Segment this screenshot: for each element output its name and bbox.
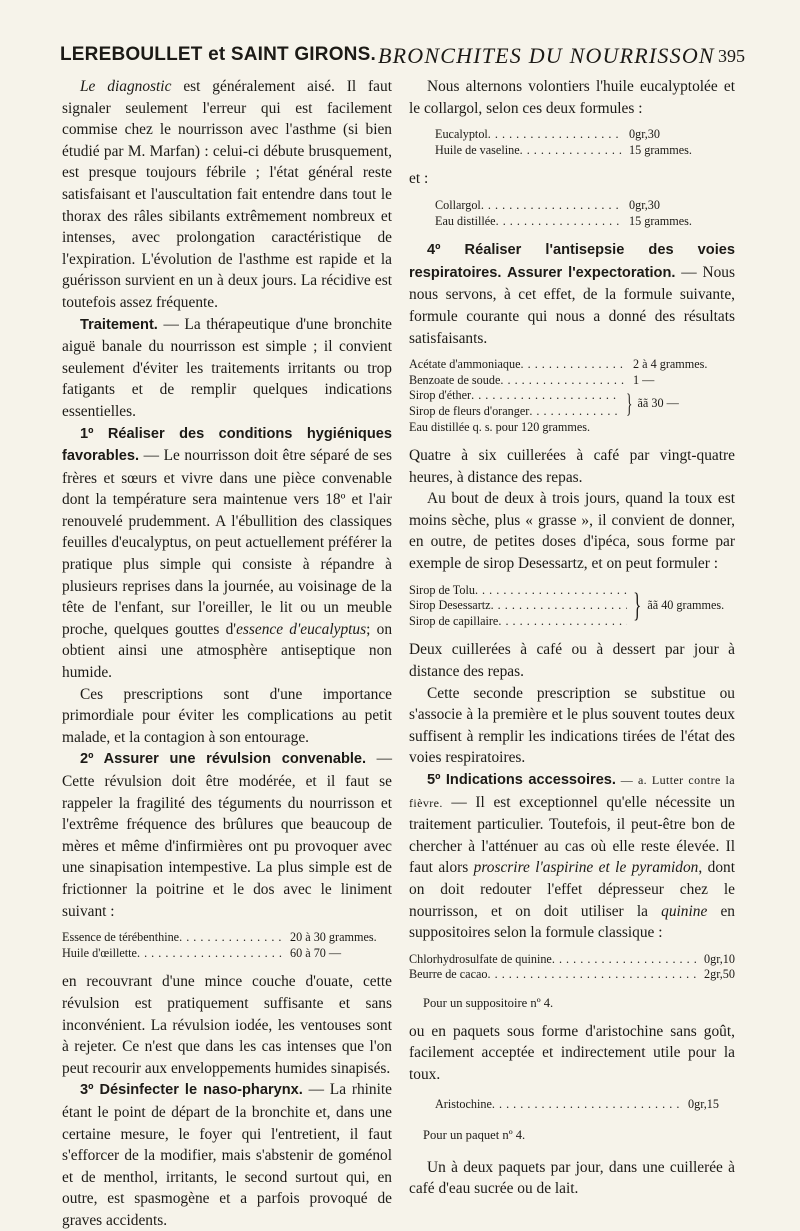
section-3-text: — La rhinite étant le point de départ de la bronchite et, dans une certaine mesure, le foyer qui l'entretient, il faut s'efforcer de la modifier, mais s'abstenir de goménol et de menthol, irritants, le second surtout qui, en outre, est spasmogène et a parfois provoqué de graves accidents. <box>62 1081 392 1229</box>
right-column <box>409 76 735 1200</box>
section-5-italic-2: quinine <box>661 902 708 920</box>
diagnostic-paragraph <box>62 76 392 314</box>
recipe-ingredient: Sirop de fleurs d'oranger <box>409 403 530 418</box>
recipe-ingredient: Essence de térébenthine <box>62 930 180 945</box>
aristochine-paragraph: ou en paquets sous forme d'aristochine sans goût, facilement acceptée et indirectement utile pour la toux. <box>409 1022 735 1083</box>
dot-leader <box>500 373 627 389</box>
recipe-line <box>435 143 711 159</box>
section-1-text-a: — Le nourrisson doit être séparé de ses frères et sœurs et vivre dans une pièce convenable dont la température sera maintenue vers 18º et l'air renouvelé prudemment. A l'ébullition des classiques feuilles d'eucalyptus, on peut actuellement préférer la pratique plus simple qui consiste à répandre à plusieurs reprises dans la journée, au voisinage de la tête de l'enfant, sur l'oreiller, le lit ou un meuble proche, quelques gouttes d' <box>62 447 392 638</box>
recipe-ingredient: Aristochine <box>435 1097 492 1112</box>
recipe-ammoniaque <box>409 357 735 435</box>
recipe-quantity: 20 à 30 grammes. <box>290 930 377 945</box>
section-5-text-a: — Il est exceptionnel qu'elle nécessite un traitement particulier. Toutefois, il peut-être bon de chercher à l'atténuer au cas où elle reste élevée. Il faut alors <box>409 793 735 877</box>
dot-leader <box>179 930 284 946</box>
recipe-quantity: 2gr,50 <box>704 967 735 982</box>
dot-leader <box>491 598 627 614</box>
dot-leader <box>488 127 623 143</box>
dot-leader <box>496 214 623 230</box>
recipe-quantity: ãã 30 — <box>637 396 679 411</box>
recipe-brace-group <box>409 388 735 419</box>
dot-leader <box>488 967 701 983</box>
recipe-quantity: ãã 40 grammes. <box>647 598 725 613</box>
recipe-line <box>409 952 735 968</box>
recipe-ingredient: Sirop Desessartz <box>409 598 491 613</box>
recipe-line <box>435 214 711 230</box>
left-column <box>62 76 392 1231</box>
header-title: BRONCHITES DU NOURRISSON <box>378 43 715 68</box>
dot-leader <box>552 952 700 968</box>
traitement-text: — La thérapeutique d'une bronchite aiguë banale du nourrisson est simple ; il convient seulement d'éviter les traitements irritants ou trop fatigants et de remplir quelques indications essentielles. <box>62 315 392 420</box>
recipe-ingredient: Sirop de capillaire <box>409 613 499 628</box>
section-4-paragraph <box>409 239 735 349</box>
recipe-quantity: 0gr,30 <box>629 127 660 142</box>
recipe-ingredient: Beurre de cacao <box>409 967 488 982</box>
recipe-collargol <box>435 198 711 229</box>
recipe-line <box>62 930 392 946</box>
intro-paragraph: Nous alternons volontiers l'huile eucalyptolée et le collargol, selon ces deux formules : <box>409 78 735 117</box>
section-2-text: — Cette révulsion doit être modérée, et il faut se rappeler la fragilité des téguments du nourrisson et l'extrême fréquence des brûlures que beaucoup de mères et même d'infirmières ont pu provoquer avec une sinapisation intempestive. La plus simple est de frictionner la poitrine et le dos avec le liniment suivant : <box>62 750 392 920</box>
section-5-italic-1: proscrire l'aspirine et le pyramidon <box>473 859 699 877</box>
section-5-heading: 5º Indications accessoires. <box>427 772 616 788</box>
recipe-line <box>409 373 735 389</box>
section-1-paragraph <box>62 423 392 684</box>
recipe-ingredient: Chlorhydrosulfate de quinine <box>409 951 552 966</box>
diagnostic-text: est généralement aisé. Il faut signaler seulement l'erreur qui est facilement commise chez le nourrisson avec l'asthme (si bien étudié par M. Marfan) : celui-ci débute brusquement, est presque toujours fébrile ; l'état général reste satisfaisant et l'auscultation fait entendre dans tout le thorax des râles sibilants extrêmement nombreux et intenses, avec prolongation caractéristique de l'expiration. L'évolution de l'asthme est rapide et la guérisson survient en un à deux jours. La récidive est toutefois assez fréquente. <box>62 78 392 311</box>
section-3-paragraph <box>62 1079 392 1231</box>
recipe-line <box>435 1097 719 1113</box>
recipe-line <box>409 357 735 373</box>
dot-leader <box>529 404 621 420</box>
recipe-ingredient: Sirop d'éther <box>409 388 472 403</box>
header-authors: LEREBOULLET et SAINT GIRONS. <box>60 44 376 65</box>
recipe-line <box>409 614 627 630</box>
recipe-ingredient: Benzoate de soude <box>409 372 501 387</box>
brace-glyph: } <box>633 587 642 625</box>
recipe-ingredient: Collargol <box>435 197 481 212</box>
recipe-ingredient: Huile d'œillette <box>62 945 137 960</box>
dot-leader <box>475 583 627 599</box>
recipe-ingredient: Sirop de Tolu <box>409 582 475 597</box>
substitution-paragraph: Cette seconde prescription se substitue ou s'associe à la première et le plus souvent toutes deux suffisent à remplir les indications tirées de l'état des voies respiratoires. <box>409 684 735 767</box>
dot-leader <box>521 357 628 373</box>
recipe-ingredient: Eau distillée q. s. pour 120 grammes. <box>409 419 591 434</box>
recipe-ingredient: Acétate d'ammoniaque <box>409 357 521 372</box>
recipe-line <box>409 420 735 436</box>
paquet-note: Pour un paquet nº 4. <box>423 1127 526 1142</box>
section-1-italic: essence d'eucalyptus <box>236 620 367 638</box>
ipeca-paragraph: Au bout de deux à trois jours, quand la toux est moins sèche, plus « grasse », il convient de donner, en outre, de petites doses d'ipéca, sous forme par exemple de sirop Desessartz, et on peut formuler : <box>409 490 735 573</box>
recipe-sirops <box>409 583 735 630</box>
recipe-brace-group <box>409 583 735 630</box>
recipe-quantity: 0gr,30 <box>629 197 660 212</box>
section-2-paragraph <box>62 748 392 922</box>
diagnostic-label: Le diagnostic <box>80 78 172 95</box>
recipe-aristochine <box>435 1097 719 1113</box>
section-5-paragraph <box>409 769 735 944</box>
section-5-subheading: — a. Lutter contre la fièvre. <box>409 773 735 810</box>
section-1-heading: 1º Réaliser des conditions hygiéniques favorables. <box>62 425 392 465</box>
recipe-liniment <box>62 930 392 961</box>
recipe-ingredient: Eau distillée <box>435 213 496 228</box>
section-2-heading: 2º Assurer une révulsion convenable. <box>80 751 367 768</box>
dot-leader <box>520 143 623 159</box>
dot-leader <box>481 198 623 214</box>
recipe-quantity: 0gr,10 <box>704 951 735 966</box>
dot-leader <box>471 388 621 404</box>
section-5-text-b: , dont on doit redouter l'effet dépresseur chez le nourrisson, et on doit utiliser la <box>409 859 735 920</box>
section-1-paragraph-2: Ces prescriptions sont d'une importance primordiale pour éviter les complications au petit malade, et la contagion à son entourage. <box>62 685 392 746</box>
et-connector: et : <box>409 170 429 188</box>
section-4-text: — Nous nous servons, à cet effet, de la formule suivante, formule courante qui nous a donné des résultats satisfaisants. <box>409 263 735 347</box>
recipe-ingredient: Eucalyptol <box>435 127 488 142</box>
traitement-heading: Traitement. <box>80 316 158 333</box>
section-5-text-c: en suppositoires selon la formule classique : <box>409 902 735 942</box>
final-paragraph: Un à deux paquets par jour, dans une cuillerée à café d'eau sucrée ou de lait. <box>409 1158 735 1198</box>
recipe-ingredient: Huile de vaseline <box>435 142 520 157</box>
dot-leader <box>492 1097 684 1113</box>
recipe-line <box>435 127 711 143</box>
dosage-paragraph: Quatre à six cuillerées à café par vingt-quatre heures, à distance des repas. <box>409 447 735 486</box>
recipe-quantity: 2 à 4 grammes. <box>633 357 708 372</box>
section-4-heading: 4º Réaliser l'antisepsie des voies respiratoires. Assurer l'expectoration. <box>409 242 735 281</box>
recipe-quinine <box>409 952 735 983</box>
dosage-paragraph-2: Deux cuillerées à café ou à dessert par jour à distance des repas. <box>409 641 735 681</box>
recipe-line <box>409 598 627 614</box>
section-2-after-text: en recouvrant d'une mince couche d'ouate, cette révulsion est pratiquement suffisante et sans inconvénient. La révulsion iodée, les ventouses sont à rejeter. Ce n'est que dans les cas intenses que l'on peut recourir aux enveloppements humides sinapisés. <box>62 973 392 1077</box>
brace-glyph: } <box>626 388 633 418</box>
recipe-quantity: 60 à 70 — <box>290 945 342 960</box>
recipe-line <box>409 967 735 983</box>
recipe-quantity: 0gr,15 <box>688 1097 719 1112</box>
recipe-line <box>409 388 621 404</box>
running-header <box>60 43 745 74</box>
recipe-eucalyptol <box>435 127 711 158</box>
recipe-quantity: 1 — <box>633 372 655 387</box>
section-1-text-b: ; on obtient ainsi une atmosphère antiseptique non humide. <box>62 620 393 682</box>
recipe-quantity: 15 grammes. <box>629 142 692 157</box>
recipe-line <box>409 404 621 420</box>
recipe-line <box>409 583 627 599</box>
recipe-line <box>62 946 392 962</box>
recipe-line <box>435 198 711 214</box>
dot-leader <box>498 614 627 630</box>
section-3-heading: 3º Désinfecter le naso-pharynx. <box>80 1082 303 1099</box>
traitement-paragraph <box>62 314 392 423</box>
suppositoire-note: Pour un suppositoire nº 4. <box>423 995 554 1010</box>
recipe-quantity: 15 grammes. <box>629 213 692 228</box>
page-number: 395 <box>718 46 745 66</box>
dot-leader <box>137 946 284 962</box>
